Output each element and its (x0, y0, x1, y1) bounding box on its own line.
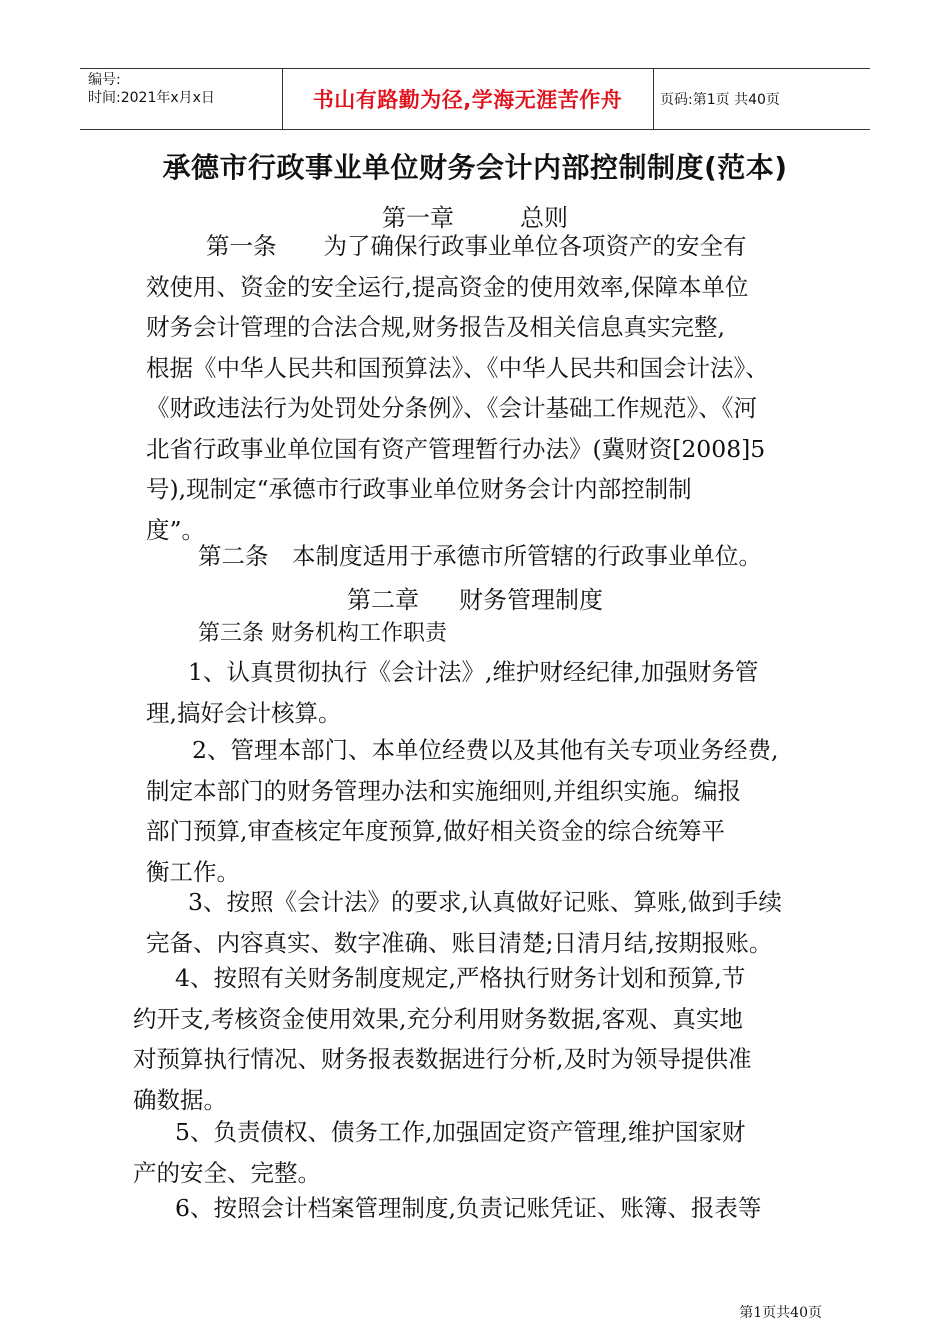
item-1 (146, 652, 806, 733)
text-line: 第二条 本制度适用于承德市所管辖的行政事业单位。 (198, 542, 762, 570)
text-line: 部门预算,审查核定年度预算,做好相关资金的综合统筹平 (146, 817, 725, 845)
text-line: 6、按照会计档案管理制度,负责记账凭证、账簿、报表等 (175, 1194, 762, 1222)
text-line: 3、按照《会计法》的要求,认真做好记账、算账,做到手续 (188, 888, 782, 916)
text-line: 第三条 财务机构工作职责 (198, 621, 447, 646)
item-3 (146, 882, 806, 963)
text-line: 衡工作。 (146, 857, 240, 886)
item-4 (133, 958, 809, 1120)
text-line: 确数据。 (133, 1085, 227, 1114)
text-line: 《财政违法行为处罚处分条例》、《会计基础工作规范》、《河 (146, 394, 757, 422)
header-divider (653, 69, 654, 129)
chapter-name: 财务管理制度 (459, 586, 603, 614)
chapter-number: 第一章 (382, 204, 454, 232)
item-2 (146, 730, 816, 892)
text-line: 产的安全、完整。 (133, 1158, 321, 1187)
header-meta (88, 71, 215, 107)
text-line: 4、按照有关财务制度规定,严格执行财务计划和预算,节 (175, 964, 746, 992)
chapter-2-heading (0, 580, 950, 615)
text-line: 效使用、资金的安全运行,提高资金的使用效率,保障本单位 (146, 272, 749, 301)
time-label: 时间:2021年x月x日 (88, 90, 215, 106)
text-line: 完备、内容真实、数字准确、账目清楚;日清月结,按期报账。 (146, 928, 773, 957)
text-line: 2、管理本部门、本单位经费以及其他有关专项业务经费, (192, 736, 779, 764)
header-page-info: 页码:第1页 共40页 (660, 92, 780, 108)
text-line: 对预算执行情况、财务报表数据进行分析,及时为领导提供准 (133, 1045, 752, 1073)
item-5 (133, 1112, 809, 1193)
page-header (80, 68, 870, 130)
text-line: 5、负责债权、债务工作,加强固定资产管理,维护国家财 (175, 1118, 746, 1146)
text-line: 约开支,考核资金使用效果,充分利用财务数据,客观、真实地 (133, 1004, 743, 1033)
text-line: 号),现制定“承德市行政事业单位财务会计内部控制制 (146, 475, 692, 503)
text-line: 度”。 (146, 515, 206, 544)
text-line: 财务会计管理的合法合规,财务报告及相关信息真实完整, (146, 313, 725, 341)
page-footer: 第1页共40页 (739, 1305, 822, 1321)
article-3 (198, 614, 758, 655)
chapter-number: 第二章 (347, 586, 419, 614)
text-line: 制定本部门的财务管理办法和实施细则,并组织实施。编报 (146, 776, 741, 805)
text-line: 第一条 为了确保行政事业单位各项资产的安全有 (206, 232, 747, 260)
text-line: 1、认真贯彻执行《会计法》,维护财经纪律,加强财务管 (188, 658, 759, 686)
serial-label: 编号: (88, 72, 121, 88)
item-6 (133, 1188, 809, 1229)
article-2 (198, 536, 818, 577)
text-line: 北省行政事业单位国有资产管理暂行办法》(冀财资[2008]5 (146, 434, 766, 463)
article-1 (146, 226, 806, 550)
document-title: 承德市行政事业单位财务会计内部控制制度(范本) (162, 151, 788, 184)
header-motto: 书山有路勤为径,学海无涯苦作舟 (312, 88, 623, 112)
chapter-name: 总则 (520, 204, 568, 232)
text-line: 根据《中华人民共和国预算法》、《中华人民共和国会计法》、 (146, 353, 769, 382)
text-line: 理,搞好会计核算。 (146, 698, 342, 727)
